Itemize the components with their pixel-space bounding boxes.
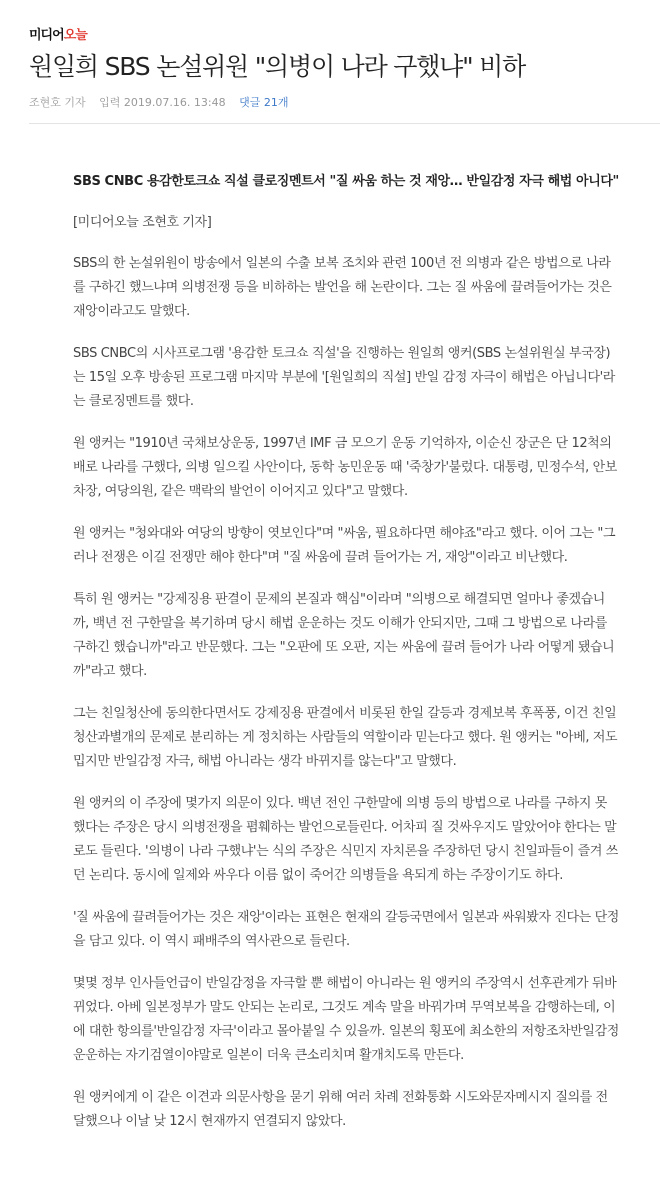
comments-link[interactable]: 댓글 21개: [239, 96, 289, 109]
article-paragraph: 원 앵커는 "1910년 국채보상운동, 1997년 IMF 금 모으기 운동 기억하자, 이순신 장군은 단 12척의 배로 나라를 구했다, 의병 일으킬 사안이다, 동학 농민운동 때 '죽창가'불렀다. 대통령, 민정수석, 안보차장, 여당의원, 같은 맥락의 발언이 이어지고 있다"고 말했다.: [73, 436, 617, 499]
article-paragraph: 특히 원 앵커는 "강제징용 판결이 문제의 본질과 핵심"이라며 "의병으로 해결되면 얼마나 좋겠습니까, 백년 전 구한말을 복기하며 당시 해법 운운하는 것도 이해가 안되지만, 그때 그 방법으로 나라를 구하긴 했습니까"라고 반문했다. 그는 "오판에 또 오판, 지는 싸움에 끌려 들어가 나라 어떻게 됐습니까"라고 했다.: [73, 592, 615, 679]
site-logo[interactable]: [29, 24, 87, 43]
article-paragraph: 그는 친일청산에 동의한다면서도 강제징용 판결에서 비롯된 한일 갈등과 경제보복 후폭풍, 이건 친일청산과별개의 문제로 분리하는 게 정치하는 사람들의 역할이라 믿는다고 했다. 원 앵커는 "아베, 저도 밉지만 반일감정 자극, 해법 아니라는 생각 바뀌지를 않는다"고 말했다.: [73, 706, 618, 769]
article-title: 원일희 SBS 논설위원 "의병이 나라 구했냐" 비하: [29, 52, 526, 81]
publish-date: 입력 2019.07.16. 13:48: [99, 96, 226, 109]
logo-text: 미디어: [29, 28, 64, 43]
article-paragraph: SBS의 한 논설위원이 방송에서 일본의 수출 보복 조치와 관련 100년 전 의병과 같은 방법으로 나라를 구하긴 했느냐며 의병전쟁 등을 비하하는 발언을 해 논란이다. 그는 질 싸움에 끌려들어가는 것은 재앙이라고도 말했다.: [73, 256, 612, 319]
article-paragraph: 원 앵커의 이 주장에 몇가지 의문이 있다. 백년 전인 구한말에 의병 등의 방법으로 나라를 구하지 못했다는 주장은 당시 의병전쟁을 폄훼하는 발언으로들린다. 어차피 질 것싸우지도 말았어야 한다는 말로도 들린다. '의병이 나라 구했냐'는 식의 주장은 식민지 자치론을 주장하던 당시 친일파들이 즐겨 쓰던 논리다. 동시에 일제와 싸우다 이름 없이 죽어간 의병들을 욕되게 하는 주장이기도 하다.: [73, 796, 618, 883]
article-paragraph: '질 싸움에 끌려들어가는 것은 재앙'이라는 표현은 현재의 갈등국면에서 일본과 싸워봤자 진다는 단정을 담고 있다. 이 역시 패배주의 역사관으로 들린다.: [73, 910, 619, 949]
article-paragraph: 원 앵커에게 이 같은 이견과 의문사항을 묻기 위해 여러 차례 전화통화 시도와문자메시지 질의를 전달했으나 이날 낮 12시 현재까지 연결되지 않았다.: [73, 1090, 608, 1129]
header-divider: [29, 123, 660, 124]
article-body: [73, 170, 619, 1152]
article-paragraph: 원 앵커는 "청와대와 여당의 방향이 엿보인다"며 "싸움, 필요하다면 해야죠"라고 했다. 이어 그는 "그러나 전쟁은 이길 전쟁만 해야 한다"며 "질 싸움에 끌려 들어가는 거, 재앙"이라고 비난했다.: [73, 526, 616, 565]
article-paragraph: 몇몇 정부 인사들언급이 반일감정을 자극할 뿐 해법이 아니라는 원 앵커의 주장역시 선후관계가 뒤바뀌었다. 아베 일본정부가 말도 안되는 논리로, 그것도 계속 말을 바꿔가며 무역보복을 감행하는데, 이에 대한 항의를'반일감정 자극'이라고 몰아붙일 수 있을까. 일본의 횡포에 최소한의 저항조차반일감정 운운하는 자기검열이야말로 일본이 더욱 큰소리치며 활개치도록 만든다.: [73, 976, 619, 1063]
article-subheading: SBS CNBC 용감한토크쇼 직설 클로징멘트서 "질 싸움 하는 것 재앙… 반일감정 자극 해법 아니다": [73, 174, 619, 189]
article-paragraph: SBS CNBC의 시사프로그램 '용감한 토크쇼 직설'을 진행하는 원일희 앵커(SBS 논설위원실 부국장)는 15일 오후 방송된 프로그램 마지막 부분에 '[원일희의 직설] 반일 감정 자극이 해법은 아닙니다'라는 클로징멘트를 했다.: [73, 346, 615, 409]
article-byline: [미디어오늘 조현호 기자]: [73, 215, 212, 230]
logo-accent-text: 오늘: [63, 28, 87, 43]
article-meta: [29, 94, 298, 110]
reporter-name: 조현호 기자: [29, 96, 86, 109]
